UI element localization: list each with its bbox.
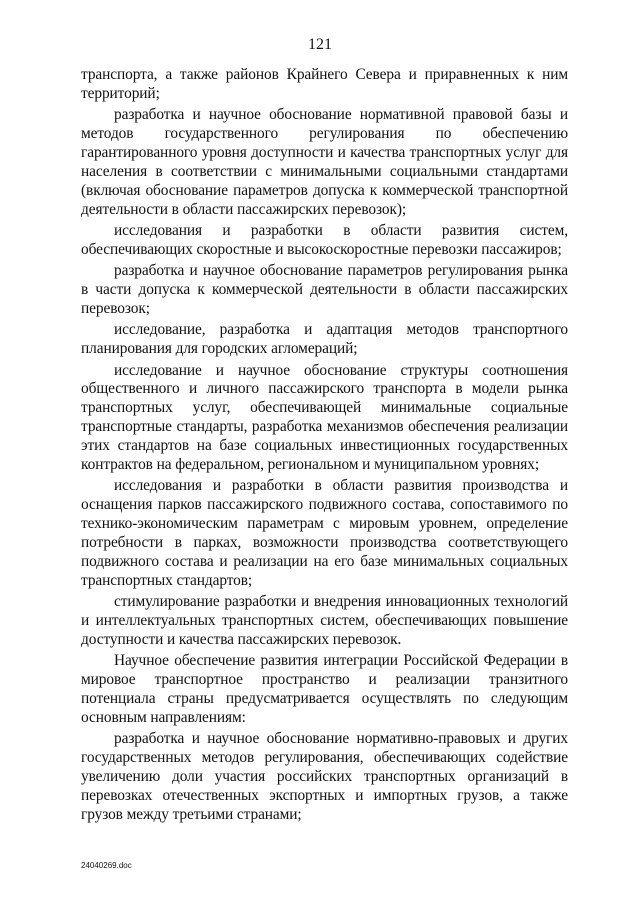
paragraph: транспорта, а также районов Крайнего Севера и приравненных к ним территорий; [81,66,568,102]
document-body [81,66,568,827]
paragraph: стимулирование разработки и внедрения инновационных технологий и интеллектуальных транспортных систем, обеспечивающих повышение доступности и качества пассажирских перевозок. [81,593,568,649]
paragraph: исследования и разработки в области развития производства и оснащения парков пассажирского подвижного состава, сопоставимого по технико-экономическим параметрам с мировым уровнем, определение потребности в парках, возможности производства соответствующего подвижного состава и реализации на его базе минимальных социальных транспортных стандартов; [81,477,568,589]
paragraph: Научное обеспечение развития интеграции Российской Федерации в мировое транспортное пространство и реализации транзитного потенциала страны предусматривается осуществлять по следующим основным направлениям: [81,652,568,727]
paragraph: исследования и разработки в области развития систем, обеспечивающих скоростные и высокоскоростные перевозки пассажиров; [81,222,568,258]
paragraph: исследование, разработка и адаптация методов транспортного планирования для городских агломераций; [81,321,568,358]
paragraph: исследование и научное обоснование структуры соотношения общественного и личного пассажирского транспорта в модели рынка транспортных услуг, обеспечивающей минимальные социальные транспортные стандарты, разработка механизмов обеспечения реализации этих стандартов на базе социальных инвестиционных государственных контрактов на федеральном, региональном и муниципальном уровнях; [81,361,568,474]
footer-filename: 24040269.doc [81,861,132,870]
paragraph: разработка и научное обоснование нормативно-правовых и других государственных методов регулирования, обеспечивающих содействие увеличению доли участия российских транспортных организаций в перевозках отечественных экспортных и импортных грузов, а также грузов между третьими странами; [81,730,568,823]
paragraph: разработка и научное обоснование параметров регулирования рынка в части допуска к коммерческой деятельности в области пассажирских перевозок; [81,262,568,318]
paragraph: разработка и научное обоснование нормативной правовой базы и методов государственного регулирования по обеспечению гарантированного уровня доступности и качества транспортных услуг для населения в соответствии с минимальными социальными стандартами (включая обоснование параметров допуска к коммерческой транспортной деятельности в области пассажирских перевозок); [81,106,568,218]
page-number: 121 [308,36,332,53]
